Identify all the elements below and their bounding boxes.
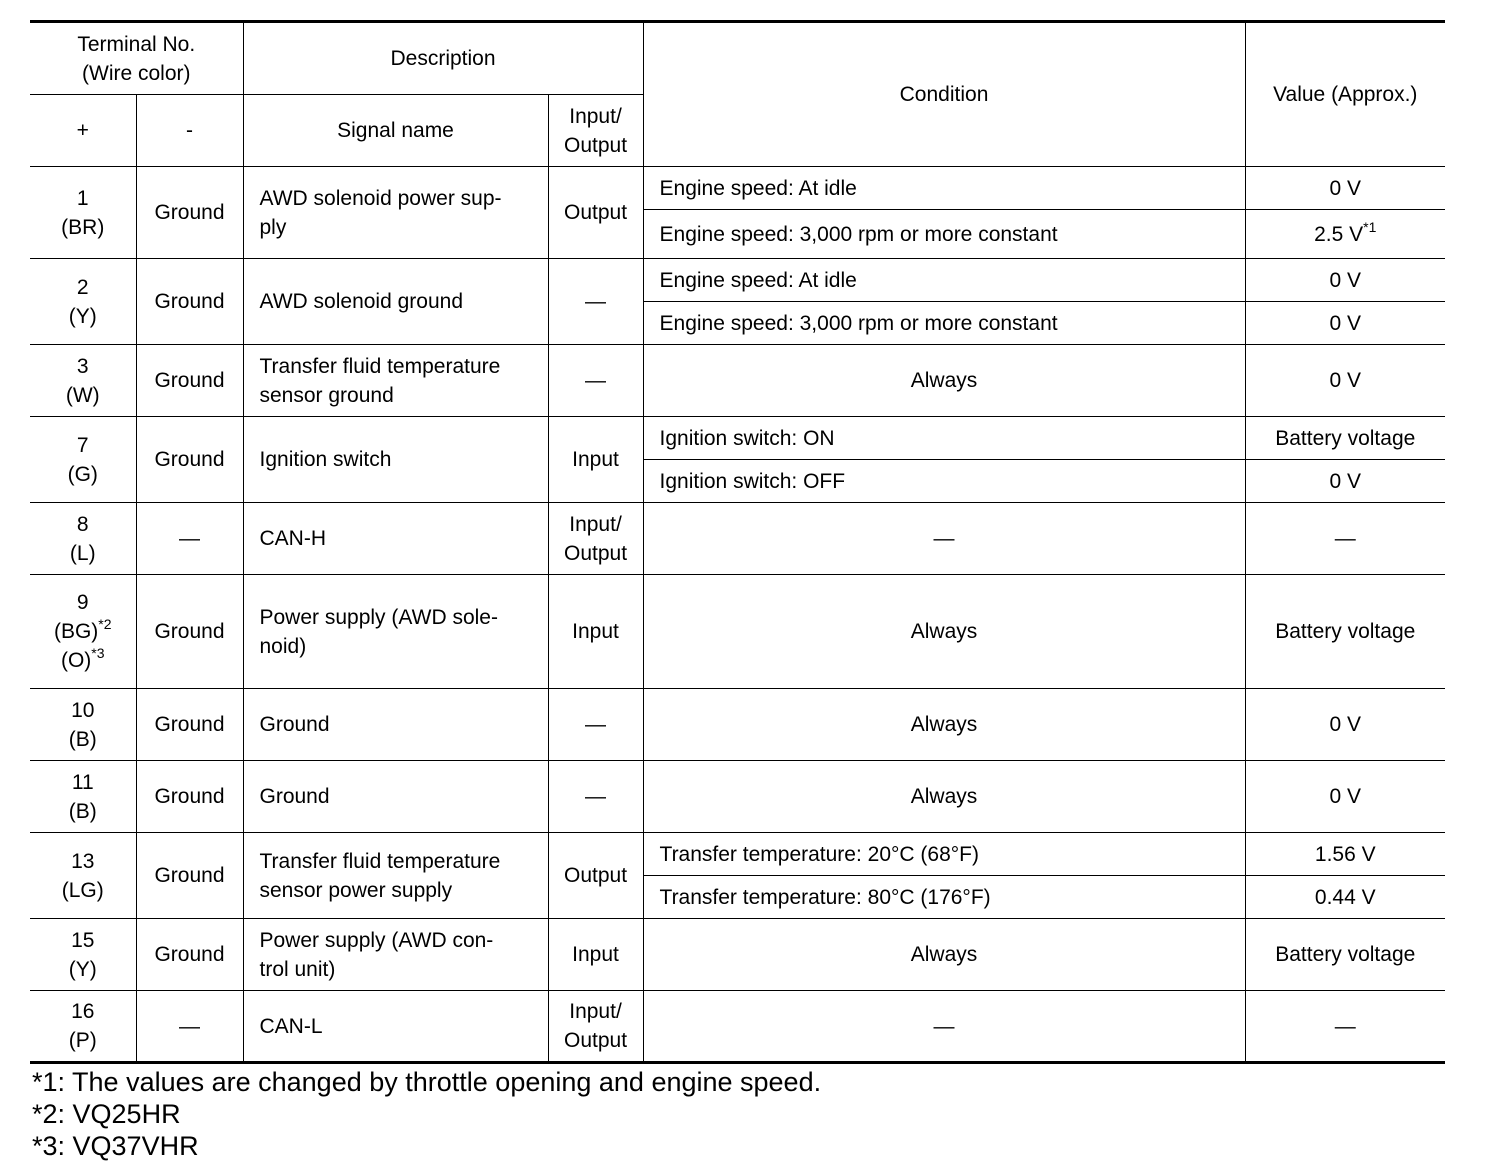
terminal-cell	[30, 503, 136, 575]
terminal-number: 9	[76, 591, 89, 614]
wire-color-line	[36, 460, 130, 489]
wire-color-line	[36, 381, 130, 410]
description-header: Description	[243, 22, 643, 95]
terminal-number: 7	[76, 433, 89, 457]
table-row	[30, 689, 1445, 761]
table-row	[30, 575, 1445, 689]
input-output-line: Input	[572, 448, 619, 471]
value-cell	[1245, 919, 1445, 991]
terminal-cell	[30, 761, 136, 833]
minus-terminal-cell: —	[136, 503, 243, 575]
condition-cell: Always	[643, 761, 1245, 833]
minus-terminal-cell: Ground	[136, 761, 243, 833]
condition-cell: Transfer temperature: 80°C (176°F)	[643, 876, 1245, 919]
terminal-cell	[30, 919, 136, 991]
minus-terminal-cell: Ground	[136, 345, 243, 417]
signal-name-line: Transfer fluid temperature	[259, 849, 501, 873]
signal-name-cell	[243, 575, 548, 689]
condition-cell: —	[643, 991, 1245, 1063]
terminal-cell	[30, 345, 136, 417]
table-row	[30, 919, 1445, 991]
value-cell	[1245, 503, 1445, 575]
input-output-cell	[548, 259, 643, 345]
table-row	[30, 345, 1445, 417]
signal-name-cell	[243, 991, 548, 1063]
value-cell	[1245, 345, 1445, 417]
terminal-number: 16	[71, 1000, 95, 1023]
signal-name-line: Ground	[259, 785, 330, 808]
terminal-number: 10	[71, 698, 95, 722]
signal-name-line: Ground	[259, 713, 330, 736]
condition-cell: Ignition switch: OFF	[643, 460, 1245, 503]
table-row	[30, 833, 1445, 876]
input-output-line: Output	[563, 201, 628, 224]
terminal-header	[30, 22, 243, 95]
value-text: —	[1334, 527, 1356, 550]
input-output-line: —	[585, 290, 606, 313]
wire-color: (BR)	[61, 215, 105, 239]
input-output-cell	[548, 919, 643, 991]
table-row	[30, 259, 1445, 302]
wire-color-line	[36, 725, 130, 754]
condition-cell: Always	[643, 689, 1245, 761]
footnote-3: *3: VQ37VHR	[32, 1131, 199, 1161]
signal-name-line: ply	[259, 215, 287, 239]
footnote-marker: *2	[98, 616, 112, 632]
input-output-cell	[548, 417, 643, 503]
condition-cell: Engine speed: 3,000 rpm or more constant	[643, 210, 1245, 259]
signal-name-cell	[243, 833, 548, 919]
condition-cell: Always	[643, 919, 1245, 991]
condition-cell: Transfer temperature: 20°C (68°F)	[643, 833, 1245, 876]
signal-name-line: sensor ground	[259, 383, 394, 407]
signal-name-cell	[243, 259, 548, 345]
wire-color: (B)	[68, 727, 97, 751]
input-output-cell	[548, 833, 643, 919]
signal-name-line: noid)	[259, 634, 307, 658]
wire-color: (G)	[67, 462, 98, 486]
terminal-number: 11	[71, 770, 94, 794]
value-cell	[1245, 460, 1445, 503]
wire-color-line	[36, 617, 130, 646]
input-output-header: Input/ Output	[548, 95, 643, 167]
value-cell	[1245, 210, 1445, 259]
signal-name-line: AWD solenoid power sup-	[259, 186, 502, 210]
minus-terminal-cell: Ground	[136, 259, 243, 345]
signal-name-line: Power supply (AWD con-	[259, 928, 494, 952]
input-output-line: Input	[572, 943, 619, 966]
condition-cell: —	[643, 503, 1245, 575]
terminal-cell	[30, 575, 136, 689]
footnotes	[32, 1066, 821, 1162]
value-text: Battery voltage	[1275, 620, 1416, 643]
input-output-line: Output	[563, 864, 628, 887]
input-output-line: Output	[563, 541, 628, 565]
minus-terminal-header: -	[136, 95, 243, 167]
wire-color-line	[36, 213, 130, 242]
signal-name-line: Power supply (AWD sole-	[259, 605, 498, 629]
footnote-marker: *1	[1363, 218, 1377, 235]
input-output-cell	[548, 575, 643, 689]
terminal-cell	[30, 167, 136, 259]
value-text: 2.5 V	[1314, 222, 1364, 246]
wire-color: (Y)	[68, 957, 97, 981]
wire-color: (L)	[69, 541, 96, 565]
table-row	[30, 167, 1445, 210]
condition-cell: Ignition switch: ON	[643, 417, 1245, 460]
input-output-line: Input/	[569, 1000, 622, 1023]
signal-name-cell	[243, 689, 548, 761]
value-text: 0 V	[1329, 469, 1362, 493]
wire-color: (Y)	[68, 304, 97, 328]
terminal-number: 15	[71, 928, 95, 952]
minus-terminal-cell: Ground	[136, 575, 243, 689]
input-output-line: Output	[563, 1029, 628, 1052]
value-text: 0 V	[1329, 311, 1362, 335]
wire-color-line	[36, 646, 130, 675]
wire-color-line	[36, 539, 130, 568]
wire-color: (LG)	[61, 878, 104, 902]
condition-cell: Always	[643, 575, 1245, 689]
value-text: Battery voltage	[1275, 426, 1416, 450]
terminal-number: 1	[76, 186, 89, 210]
signal-name-line: Transfer fluid temperature	[259, 354, 501, 378]
footnote-marker: *3	[91, 645, 105, 661]
condition-cell: Always	[643, 345, 1245, 417]
value-cell	[1245, 833, 1445, 876]
terminal-header-label: Terminal No.	[77, 32, 196, 56]
wire-color-line	[36, 797, 130, 826]
input-output-cell	[548, 345, 643, 417]
wire-color-alt: (O)	[60, 649, 92, 672]
wire-color-line	[36, 955, 130, 984]
value-cell	[1245, 167, 1445, 210]
signal-name-line: CAN-L	[259, 1014, 323, 1038]
minus-terminal-cell: Ground	[136, 689, 243, 761]
wire-color-header-label: (Wire color)	[82, 61, 191, 85]
input-output-cell	[548, 503, 643, 575]
wire-color: (W)	[65, 383, 100, 407]
terminal-table	[30, 20, 1445, 1064]
value-cell	[1245, 575, 1445, 689]
condition-cell: Engine speed: At idle	[643, 259, 1245, 302]
value-text: 0 V	[1329, 785, 1362, 808]
table-body	[30, 167, 1445, 1063]
footnote-2: *2: VQ25HR	[32, 1099, 181, 1129]
value-text: 0.44 V	[1314, 885, 1376, 909]
table-row	[30, 761, 1445, 833]
input-output-line: Input/	[569, 512, 622, 536]
signal-name-line: trol unit)	[259, 957, 336, 981]
input-output-cell	[548, 761, 643, 833]
signal-name-line: CAN-H	[259, 527, 326, 550]
signal-name-line: AWD solenoid ground	[259, 290, 463, 313]
terminal-number: 3	[76, 354, 89, 378]
minus-terminal-cell: Ground	[136, 167, 243, 259]
value-cell	[1245, 689, 1445, 761]
input-output-cell	[548, 991, 643, 1063]
minus-terminal-cell: Ground	[136, 417, 243, 503]
signal-name-cell	[243, 345, 548, 417]
value-text: —	[1334, 1014, 1356, 1038]
minus-terminal-cell: —	[136, 991, 243, 1063]
value-cell	[1245, 876, 1445, 919]
footnote-1: *1: The values are changed by throttle opening and engine speed.	[32, 1067, 822, 1097]
condition-header: Condition	[643, 22, 1245, 167]
table-row	[30, 503, 1445, 575]
value-header: Value (Approx.)	[1245, 22, 1445, 167]
terminal-cell	[30, 833, 136, 919]
signal-name-cell	[243, 167, 548, 259]
wire-color-line	[36, 302, 130, 331]
signal-name-cell	[243, 417, 548, 503]
wire-color-line	[36, 876, 130, 905]
plus-terminal-header: +	[30, 95, 136, 167]
value-text: Battery voltage	[1275, 943, 1416, 966]
terminal-cell	[30, 259, 136, 345]
signal-name-line: Ignition switch	[259, 448, 392, 471]
signal-name-cell	[243, 919, 548, 991]
condition-cell: Engine speed: At idle	[643, 167, 1245, 210]
value-cell	[1245, 302, 1445, 345]
value-cell	[1245, 417, 1445, 460]
table-row	[30, 991, 1445, 1063]
value-text: 1.56 V	[1314, 842, 1376, 866]
table-row	[30, 417, 1445, 460]
value-cell	[1245, 259, 1445, 302]
terminal-cell	[30, 689, 136, 761]
value-cell	[1245, 991, 1445, 1063]
signal-name-cell	[243, 503, 548, 575]
value-text: 0 V	[1329, 176, 1362, 200]
terminal-number: 13	[71, 849, 95, 873]
signal-name-cell	[243, 761, 548, 833]
input-output-line: —	[585, 713, 606, 736]
wire-color-line	[36, 1026, 130, 1055]
input-output-cell	[548, 689, 643, 761]
signal-name-line: sensor power supply	[259, 878, 453, 902]
condition-cell: Engine speed: 3,000 rpm or more constant	[643, 302, 1245, 345]
value-text: 0 V	[1329, 713, 1362, 736]
input-output-line: Input	[572, 620, 619, 643]
input-output-line: —	[585, 369, 606, 392]
terminal-cell	[30, 991, 136, 1063]
input-output-line: —	[585, 785, 606, 808]
minus-terminal-cell: Ground	[136, 919, 243, 991]
terminal-cell	[30, 417, 136, 503]
wire-color: (BG)	[53, 620, 99, 643]
value-text: 0 V	[1329, 369, 1362, 392]
signal-name-header: Signal name	[243, 95, 548, 167]
input-output-cell	[548, 167, 643, 259]
value-cell	[1245, 761, 1445, 833]
wire-color: (B)	[68, 799, 97, 823]
terminal-number: 2	[76, 275, 89, 299]
terminal-number: 8	[76, 512, 89, 536]
minus-terminal-cell: Ground	[136, 833, 243, 919]
wire-color: (P)	[68, 1029, 97, 1052]
value-text: 0 V	[1329, 268, 1362, 292]
